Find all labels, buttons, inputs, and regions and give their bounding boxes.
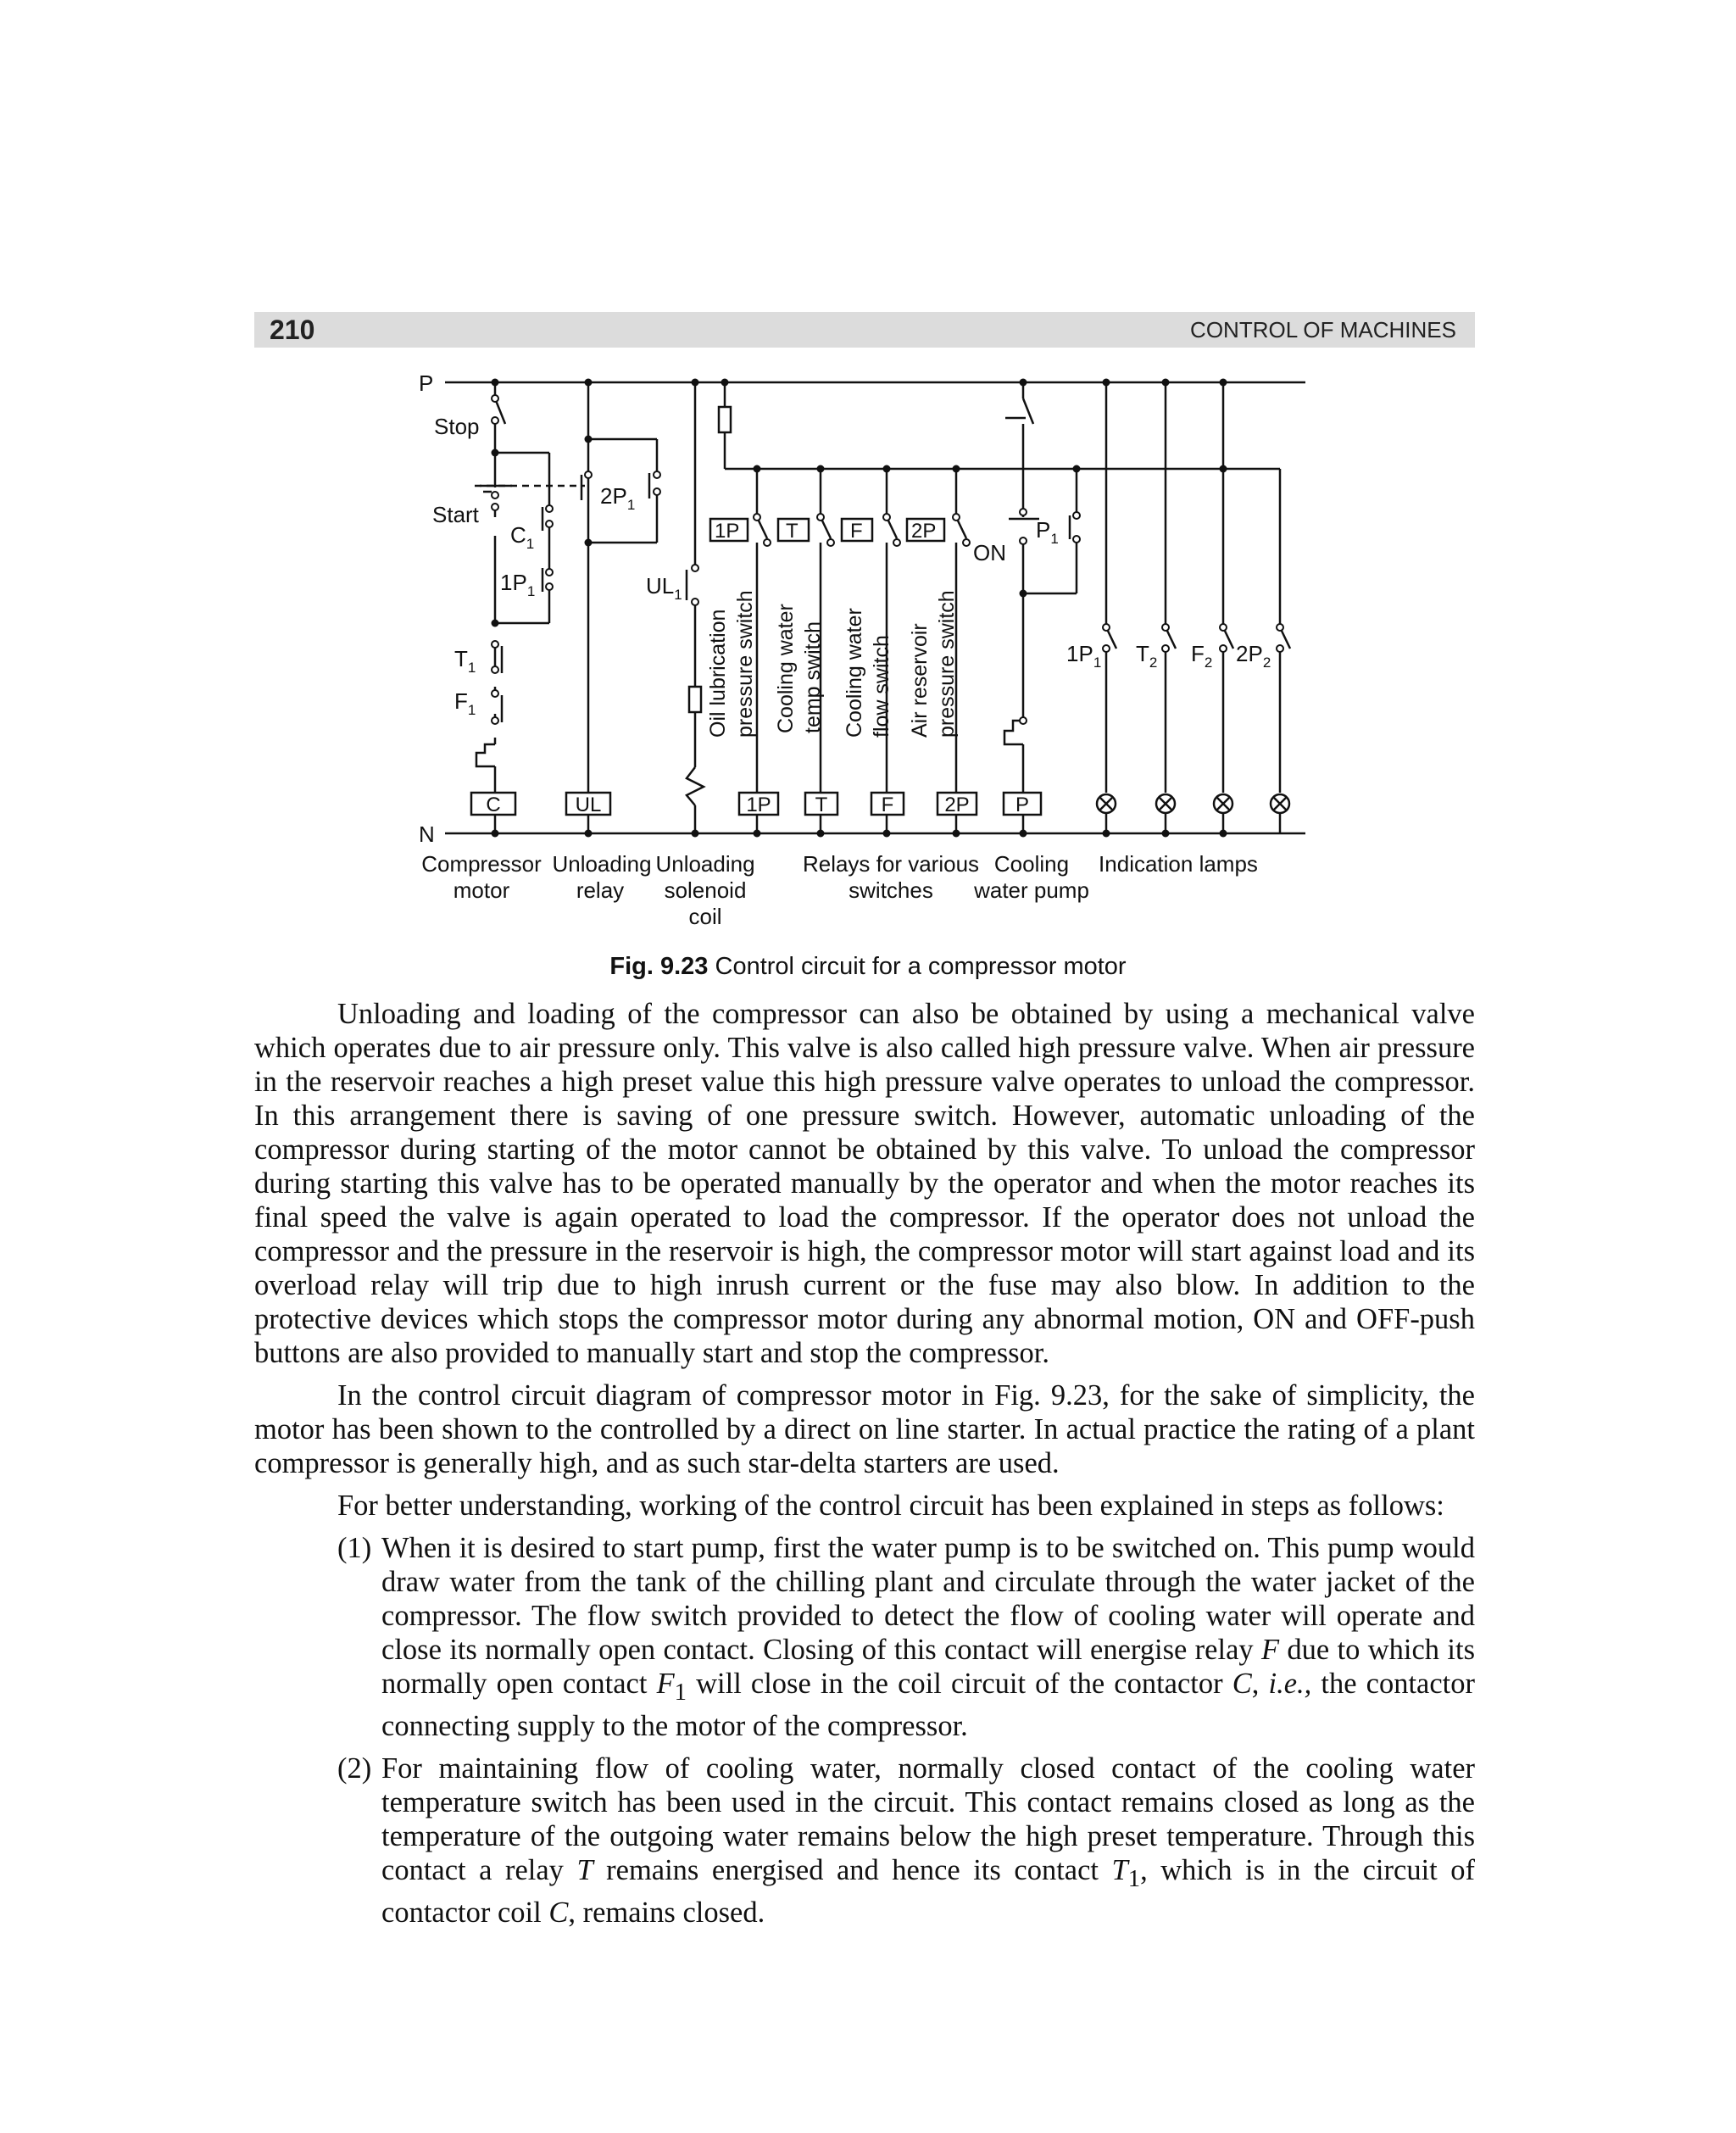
unloading-coil-label-1: Unloading bbox=[655, 851, 755, 877]
paragraph-3: For better understanding, working of the control circuit has been explained in steps as follows: bbox=[337, 1490, 1444, 1522]
p1-label: $P_1$ bbox=[1036, 517, 1059, 547]
page-number: 210 bbox=[270, 315, 315, 345]
body-text bbox=[254, 997, 1475, 1938]
on-label: ON bbox=[973, 540, 1006, 565]
compressor-label-2: motor bbox=[453, 877, 510, 903]
oil-lubrication-label-1: Oil lubrication bbox=[706, 609, 730, 738]
coil-p-label: P bbox=[1015, 794, 1030, 816]
paragraph-1: Unloading and loading of the compressor can also be obtained by using a mechanical valve which operates due to air pressure only. This valve is also called high pressure valve. When air pressure in the reservoir reaches a high preset value this high pressure valve operates to unload the compressor. In this arrangement there is saving of one pressure switch. However, automatic unloading of the compressor during starting of the motor cannot be obtained by this valve. To unload the compressor during starting this valve has to be operated manually by the operator and when the motor reaches its final speed the valve is again operated to load the compressor. If the operator does not unload the compressor and the pressure in the reservoir is high, the compressor motor will start against load and its overload relay will trip due to high inrush current or the fuse may also blow. In addition to the protective devices which stops the compressor motor during any abnormal motion, ON and OFF-push buttons are also provided to manually start and stop the compressor. bbox=[254, 998, 1475, 1369]
list-item-number: (1) bbox=[337, 1532, 372, 1564]
coil-t-label: T bbox=[815, 794, 828, 816]
figure-title: Control circuit for a compressor motor bbox=[708, 953, 1127, 980]
rail-p-label: P bbox=[419, 370, 434, 396]
compressor-label-1: Compressor bbox=[421, 851, 542, 877]
list-item-number: (2) bbox=[337, 1752, 372, 1785]
air-reservoir-label-2: pressure switch bbox=[935, 590, 959, 738]
air-reservoir-label-1: Air reservoir bbox=[908, 623, 932, 738]
cooling-flow-label-2: flow switch bbox=[870, 635, 893, 738]
stop-label: Stop bbox=[434, 414, 480, 439]
oil-lubrication-label-2: pressure switch bbox=[733, 590, 757, 738]
coil-ul-label: UL bbox=[575, 794, 602, 816]
1p1-contact-label: $1P_1$ bbox=[500, 570, 536, 599]
c1-label: $C_1$ bbox=[510, 522, 535, 552]
cooling-pump-label-1: Cooling bbox=[993, 851, 1070, 877]
ul1-label: $UL_1$ bbox=[646, 573, 682, 603]
figure-number: Fig. 9.23 bbox=[609, 953, 709, 980]
unloading-coil-label-3: coil bbox=[688, 904, 722, 929]
coil-2p-label: 2P bbox=[944, 794, 970, 816]
figure-caption bbox=[0, 953, 1736, 981]
control-circuit-diagram bbox=[0, 0, 1736, 992]
coil-1p-label: 1P bbox=[746, 794, 771, 816]
start-label: Start bbox=[432, 502, 479, 527]
switch-t-label: T bbox=[786, 520, 798, 543]
switch-1p-label: 1P bbox=[715, 520, 740, 543]
switch-2p-label: 2P bbox=[911, 520, 937, 543]
indication-lamps-label: Indication lamps bbox=[1099, 851, 1258, 877]
running-head: CONTROL OF MACHINES bbox=[1190, 317, 1456, 343]
lamp-f2-label: $F_2$ bbox=[1191, 641, 1213, 671]
f1-label: $F_1$ bbox=[454, 688, 476, 718]
lamp-2p2-label: $2P_2$ bbox=[1236, 641, 1271, 671]
coil-c-label: C bbox=[486, 794, 501, 816]
lamp-t2-label: $T_2$ bbox=[1136, 641, 1158, 671]
paragraph-2: In the control circuit diagram of compressor motor in Fig. 9.23, for the sake of simplicity, the motor has been shown to the controlled by a direct on line starter. In actual practice the rating of a plant compressor is generally high, and as such star-delta starters are used. bbox=[254, 1379, 1475, 1479]
unloading-relay-label-2: relay bbox=[576, 877, 625, 903]
relays-label-2: switches bbox=[849, 877, 933, 903]
unloading-relay-label-1: Unloading bbox=[552, 851, 652, 877]
cooling-temp-label-2: temp switch bbox=[801, 621, 825, 733]
cooling-flow-label-1: Cooling water bbox=[843, 608, 866, 738]
lamp-1p1-label: $1P_1$ bbox=[1066, 641, 1102, 671]
coil-f-label: F bbox=[881, 794, 894, 816]
list-item: (1) When it is desired to start pump, first the water pump is to be switched on. This pump would draw water from the tank of the chilling plant and circulate through the water jacket of the compressor. The flow switch provided to detect the flow of cooling water will operate and close its normally open contact. Closing of this contact will energise relay F due to which its normally open contact $F_1$ will close in the coil circuit of the contactor C, i.e., the contactor connecting supply to the motor of the compressor. bbox=[337, 1532, 1476, 1742]
steps-list bbox=[254, 1531, 1475, 1930]
switch-f-label: F bbox=[850, 520, 863, 543]
2p1-label: $2P_1$ bbox=[600, 483, 636, 513]
unloading-coil-label-2: solenoid bbox=[664, 877, 747, 903]
list-item: (2) For maintaining flow of cooling water, normally closed contact of the cooling water temperature switch has been used in the circuit. This contact remains closed as long as the temperature of the outgoing water remains below the high preset temperature. Through this contact a relay T remains energised and hence its contact $T_1$, which is in the circuit of contactor coil C, remains closed. bbox=[337, 1752, 1475, 1929]
t1-label: $T_1$ bbox=[454, 646, 476, 676]
rail-n-label: N bbox=[419, 821, 435, 847]
cooling-temp-label-1: Cooling water bbox=[774, 604, 798, 733]
relays-label-1: Relays for various bbox=[802, 851, 980, 877]
cooling-pump-label-2: water pump bbox=[974, 877, 1089, 903]
